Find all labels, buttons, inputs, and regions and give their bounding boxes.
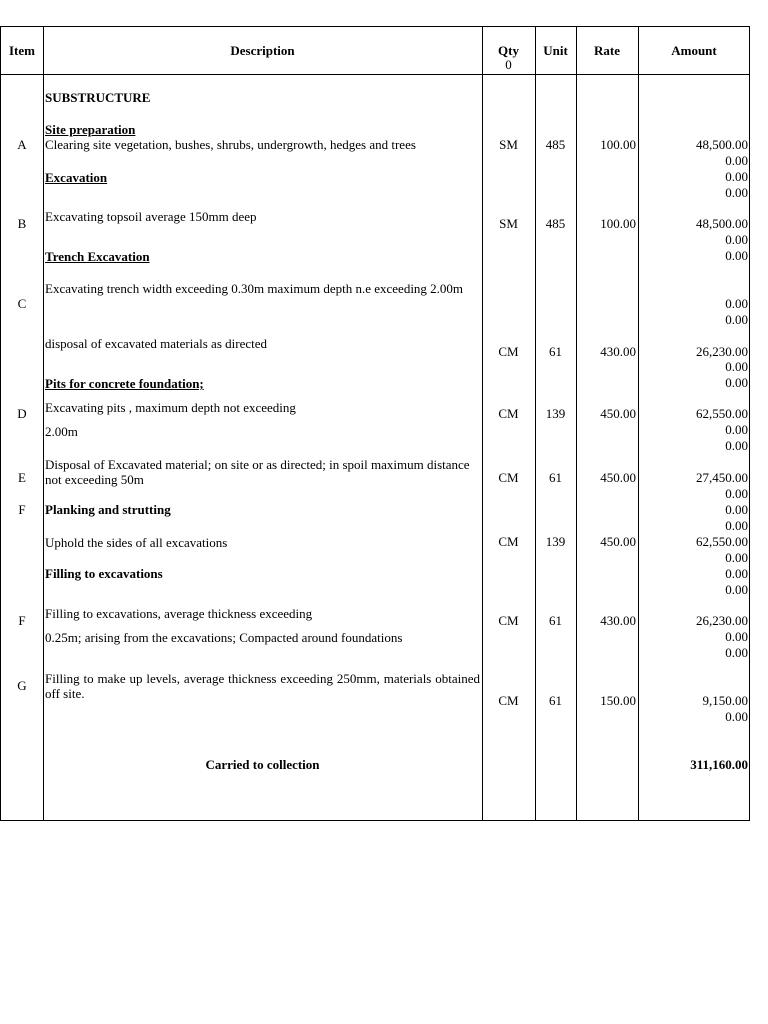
- heading-planking: Planking and strutting: [45, 502, 171, 517]
- item-code: B: [17, 216, 27, 231]
- header-item: Item: [9, 43, 35, 58]
- item-rate: 450.00: [600, 470, 636, 485]
- header-divider: [1, 74, 749, 75]
- carried-to-collection-label: Carried to collection: [205, 757, 320, 772]
- heading-site-preparation: Site preparation: [45, 122, 136, 137]
- item-qty: CM: [498, 613, 519, 628]
- item-description: Excavating pits , maximum depth not exceeding: [45, 400, 296, 415]
- item-description: disposal of excavated materials as directed: [45, 336, 267, 351]
- header-rate: Rate: [594, 43, 620, 58]
- item-unit: 485: [545, 137, 566, 152]
- amount-cell: 0.00: [725, 312, 748, 327]
- item-rate: 430.00: [600, 344, 636, 359]
- item-code: C: [17, 296, 27, 311]
- heading-pits: Pits for concrete foundation;: [45, 376, 204, 391]
- item-qty: CM: [498, 470, 519, 485]
- section-title: SUBSTRUCTURE: [45, 90, 151, 105]
- header-amount: Amount: [671, 43, 717, 58]
- amount-cell: 62,550.00: [696, 534, 748, 549]
- item-unit: 61: [549, 693, 562, 708]
- item-unit: 139: [545, 406, 566, 421]
- item-unit: 485: [545, 216, 566, 231]
- item-qty: CM: [498, 344, 519, 359]
- amount-cell: 26,230.00: [696, 344, 748, 359]
- item-rate: 430.00: [600, 613, 636, 628]
- item-unit: 61: [549, 470, 562, 485]
- heading-excavation: Excavation: [45, 170, 108, 185]
- item-rate: 450.00: [600, 534, 636, 549]
- item-rate: 100.00: [600, 216, 636, 231]
- collection-total: 311,160.00: [690, 757, 748, 772]
- header-unit: Unit: [543, 43, 568, 58]
- item-code: F: [18, 502, 26, 517]
- header-qty-sub: 0: [505, 57, 512, 72]
- amount-cell: 0.00: [725, 486, 748, 501]
- bill-of-quantities-table: [0, 26, 750, 821]
- item-unit: 61: [549, 613, 562, 628]
- item-code: G: [17, 678, 27, 693]
- amount-cell: 48,500.00: [696, 137, 748, 152]
- item-description: Disposal of Excavated material; on site or as directed; in spoil maximum distance not exceeding 50m: [45, 457, 470, 487]
- item-qty: SM: [499, 137, 518, 152]
- item-description: Excavating topsoil average 150mm deep: [45, 209, 257, 224]
- item-code: D: [17, 406, 27, 421]
- heading-trench-excavation: Trench Excavation: [45, 249, 150, 264]
- item-code: F: [18, 613, 26, 628]
- amount-cell: 0.00: [725, 566, 748, 581]
- item-code: E: [18, 470, 26, 485]
- item-rate: 150.00: [600, 693, 636, 708]
- item-description: Filling to excavations, average thickness exceeding: [45, 606, 313, 621]
- item-qty: CM: [498, 693, 519, 708]
- amount-cell: 62,550.00: [696, 406, 748, 421]
- amount-cell: 0.00: [725, 518, 748, 533]
- amount-cell: 0.00: [725, 422, 748, 437]
- header-description: Description: [230, 43, 295, 58]
- amount-cell: 0.00: [725, 438, 748, 453]
- amount-cell: 0.00: [725, 153, 748, 168]
- item-unit: 139: [545, 534, 566, 549]
- amount-cell: 0.00: [725, 709, 748, 724]
- amount-cell: 0.00: [725, 629, 748, 644]
- item-description-continued: 2.00m: [45, 424, 78, 439]
- amount-cell: 0.00: [725, 169, 748, 184]
- item-qty: SM: [499, 216, 518, 231]
- amount-cell: 0.00: [725, 645, 748, 660]
- item-qty: CM: [498, 406, 519, 421]
- item-qty: CM: [498, 534, 519, 549]
- amount-cell: 0.00: [725, 550, 748, 565]
- item-description: Clearing site vegetation, bushes, shrubs, undergrowth, hedges and trees: [45, 137, 416, 152]
- header-qty: Qty: [498, 43, 519, 58]
- item-unit: 61: [549, 344, 562, 359]
- amount-cell: 0.00: [725, 359, 748, 374]
- item-description: Filling to make up levels, average thickness exceeding 250mm, materials obtained off site.: [45, 671, 480, 701]
- item-rate: 450.00: [600, 406, 636, 421]
- amount-cell: 0.00: [725, 582, 748, 597]
- item-description: Excavating trench width exceeding 0.30m maximum depth n.e exceeding 2.00m: [45, 281, 464, 296]
- amount-cell: 9,150.00: [702, 693, 748, 708]
- amount-cell: 27,450.00: [696, 470, 748, 485]
- amount-cell: 0.00: [725, 248, 748, 263]
- heading-filling: Filling to excavations: [45, 566, 163, 581]
- column-divider: [43, 27, 44, 820]
- item-description-continued: 0.25m; arising from the excavations; Compacted around foundations: [45, 630, 403, 645]
- amount-cell: 0.00: [725, 296, 748, 311]
- item-rate: 100.00: [600, 137, 636, 152]
- amount-cell: 26,230.00: [696, 613, 748, 628]
- amount-cell: 0.00: [725, 232, 748, 247]
- amount-cell: 0.00: [725, 185, 748, 200]
- item-description: Uphold the sides of all excavations: [45, 535, 228, 550]
- amount-cell: 0.00: [725, 375, 748, 390]
- amount-cell: 48,500.00: [696, 216, 748, 231]
- item-code: A: [17, 137, 27, 152]
- amount-cell: 0.00: [725, 502, 748, 517]
